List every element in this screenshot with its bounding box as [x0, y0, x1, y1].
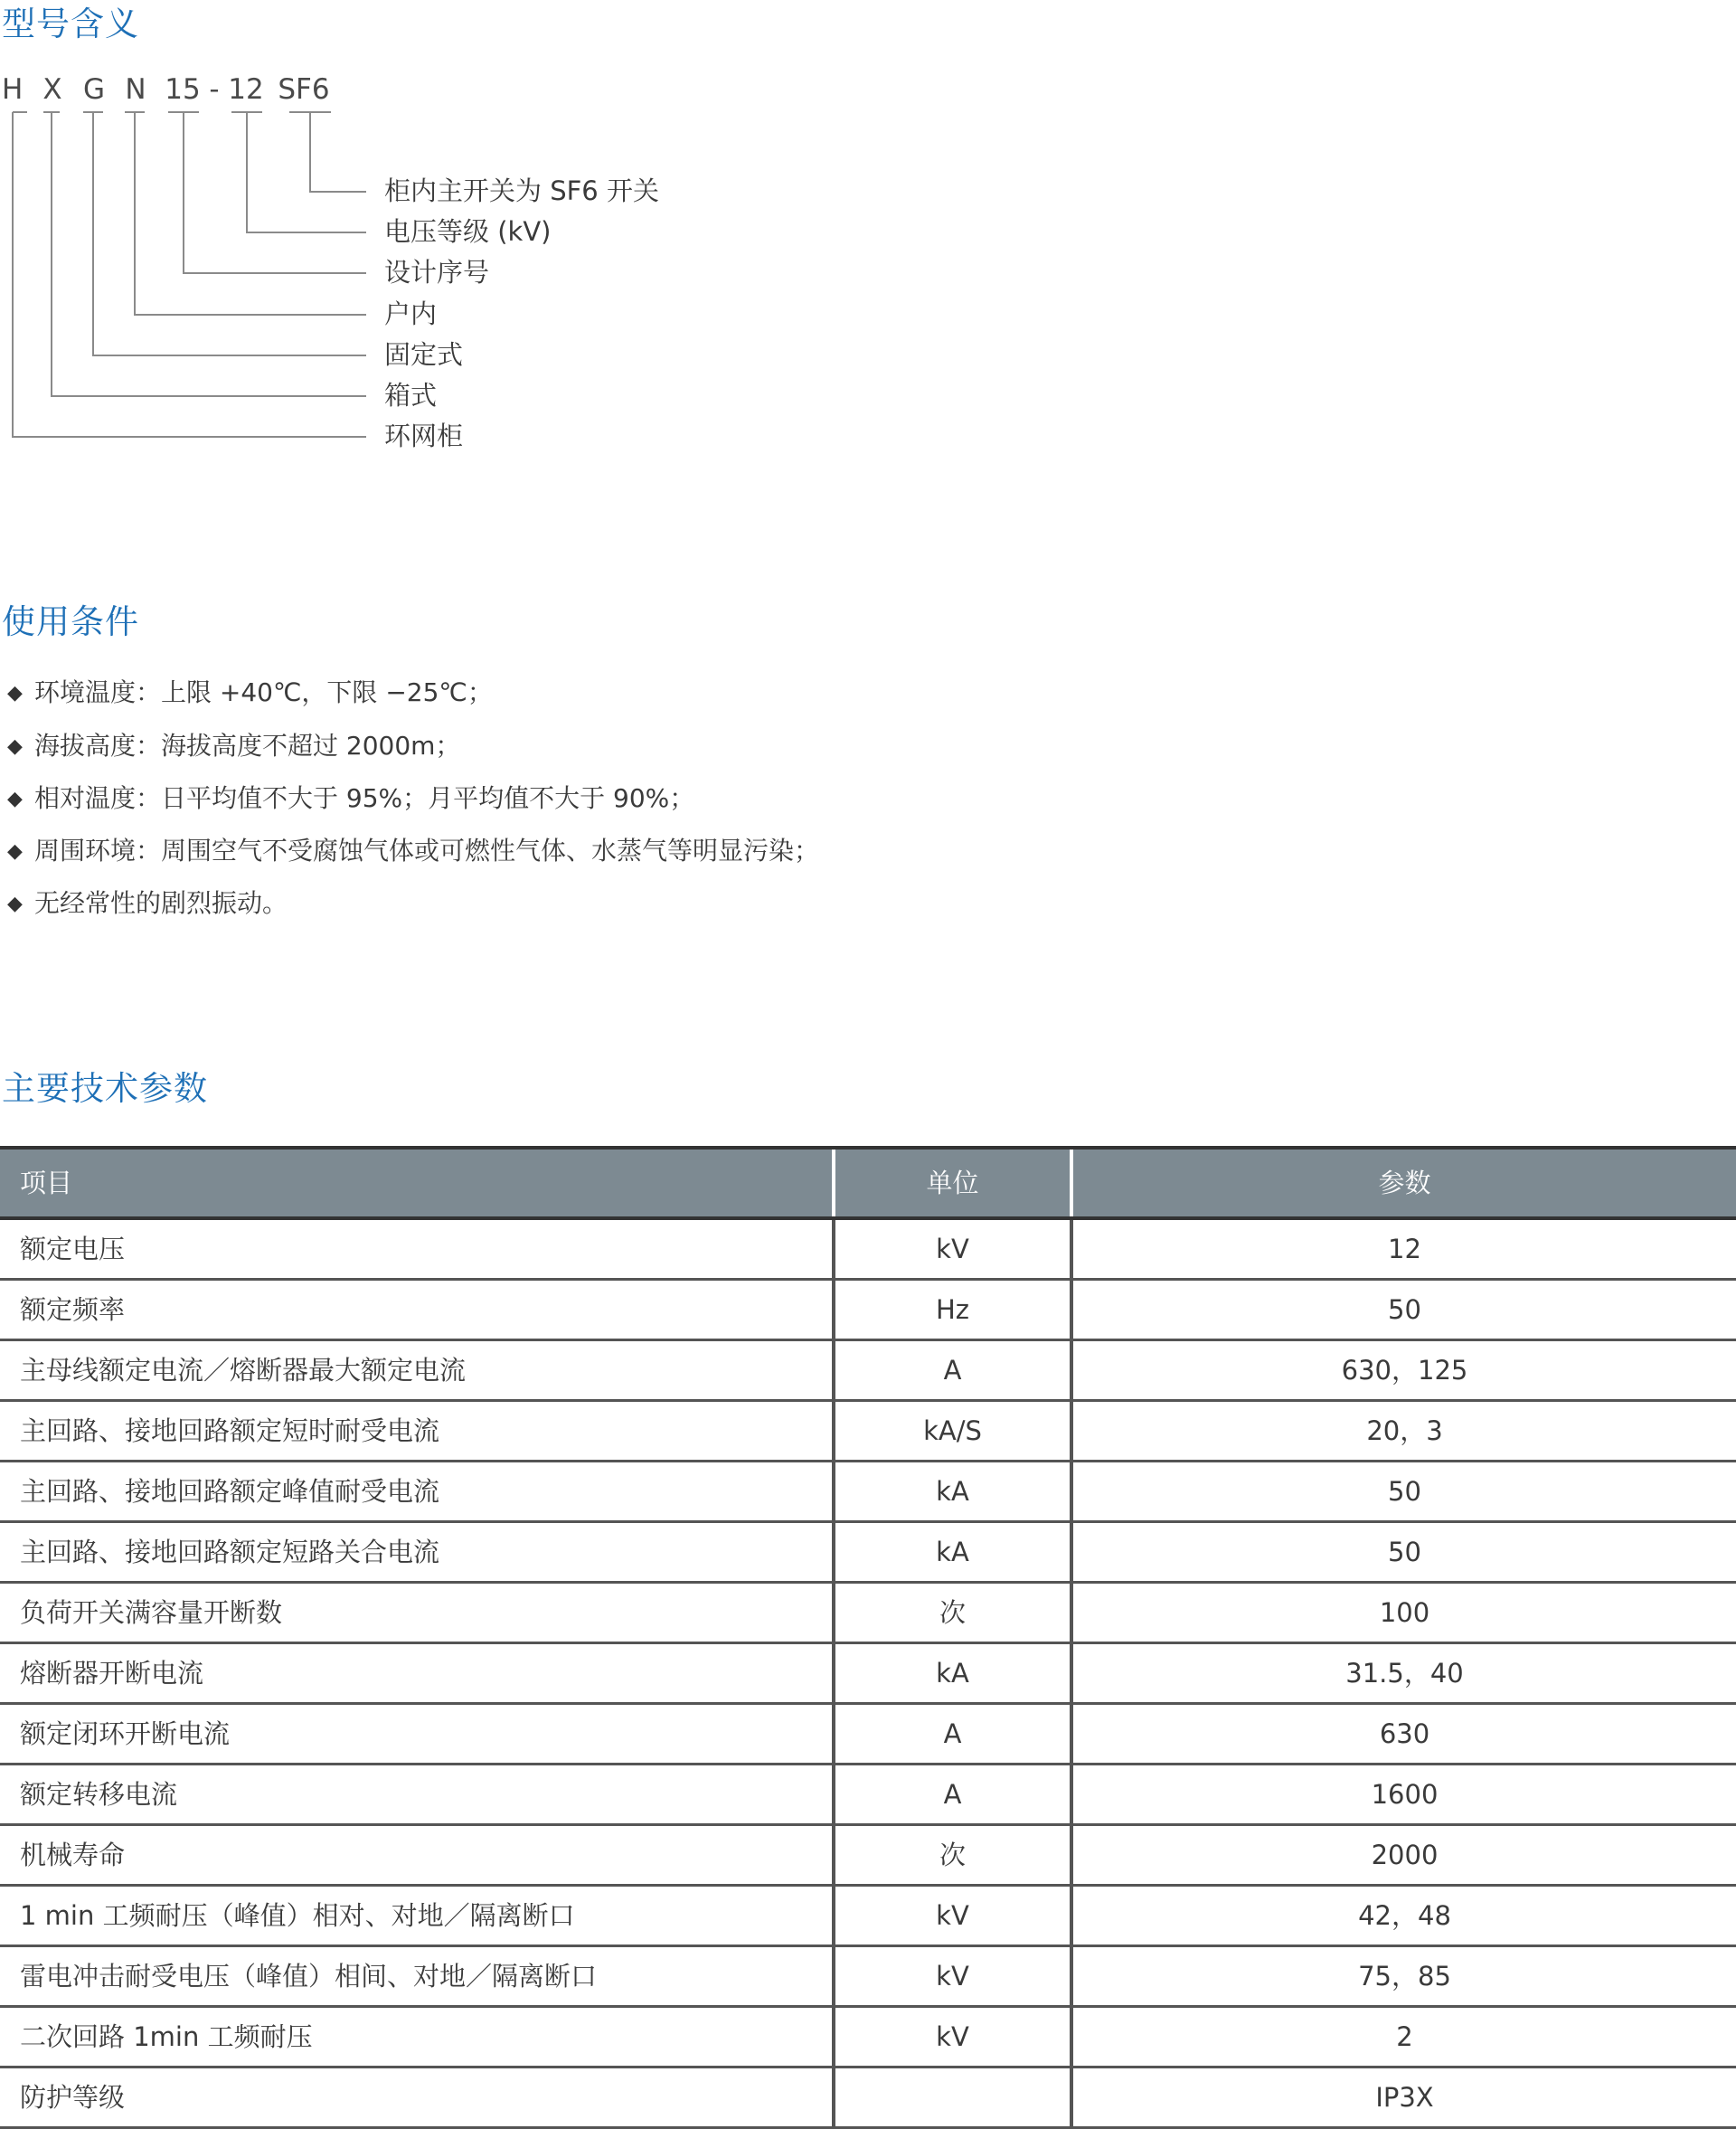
cell-unit: kV	[834, 1886, 1071, 1946]
condition-text: 相对温度：日平均值不大于 95%；月平均值不大于 90%；	[34, 783, 695, 813]
cell-item: 额定电压	[0, 1218, 834, 1280]
cell-item: 主回路、接地回路额定短时耐受电流	[0, 1401, 834, 1462]
parameters-section-title: 主要技术参数	[2, 1069, 208, 1108]
cell-value: 31.5，40	[1071, 1643, 1736, 1704]
cell-unit: A	[834, 1704, 1071, 1765]
code-letter-x: X	[42, 73, 62, 106]
cell-unit: A	[834, 1765, 1071, 1825]
condition-text: 海拔高度：海拔高度不超过 2000m；	[34, 731, 461, 761]
cell-unit: 次	[834, 1825, 1071, 1886]
code-number-15: 15	[165, 73, 201, 106]
condition-text: 环境温度：上限 +40℃，下限 −25℃；	[34, 677, 493, 707]
table-row	[0, 2067, 1736, 2128]
cell-item: 负荷开关满容量开断数	[0, 1583, 834, 1643]
table-row	[0, 1340, 1736, 1401]
cell-item: 主母线额定电流／熔断器最大额定电流	[0, 1340, 834, 1401]
cell-unit: 次	[834, 1583, 1071, 1643]
cell-value: 42，48	[1071, 1886, 1736, 1946]
cell-unit	[834, 2067, 1071, 2128]
table-row	[0, 1522, 1736, 1583]
table-row	[0, 1946, 1736, 2007]
cell-unit: kA	[834, 1643, 1071, 1704]
table-row	[0, 1462, 1736, 1522]
model-leader-lines	[0, 0, 380, 452]
diamond-bullet-icon: ◆	[7, 735, 23, 758]
cell-item: 额定转移电流	[0, 1765, 834, 1825]
cell-item: 主回路、接地回路额定短路关合电流	[0, 1522, 834, 1583]
cell-value: IP3X	[1071, 2067, 1736, 2128]
meaning-voltage-level: 电压等级 (kV)	[384, 216, 552, 247]
cell-value: 50	[1071, 1280, 1736, 1340]
table-row	[0, 1280, 1736, 1340]
diamond-bullet-icon: ◆	[7, 893, 23, 915]
column-header-unit: 单位	[834, 1148, 1071, 1218]
cell-value: 630	[1071, 1704, 1736, 1765]
table-row	[0, 1583, 1736, 1643]
condition-text: 无经常性的剧烈振动。	[34, 888, 288, 918]
leader-line-x	[43, 112, 366, 396]
code-letter-g: G	[83, 73, 106, 106]
cell-unit: kA	[834, 1462, 1071, 1522]
table-row	[0, 1825, 1736, 1886]
diamond-bullet-icon: ◆	[7, 840, 23, 863]
code-letter-h: H	[2, 73, 24, 106]
cell-item: 雷电冲击耐受电压（峰值）相间、对地／隔离断口	[0, 1946, 834, 2007]
cell-value: 50	[1071, 1522, 1736, 1583]
meaning-ring-main-unit: 环网柜	[384, 421, 464, 451]
meaning-main-switch: 柜内主开关为 SF6 开关	[384, 175, 659, 206]
leader-line-sf6	[289, 112, 366, 192]
cell-value: 20，3	[1071, 1401, 1736, 1462]
cell-item: 机械寿命	[0, 1825, 834, 1886]
cell-item: 1 min 工频耐压（峰值）相对、对地／隔离断口	[0, 1886, 834, 1946]
cell-item: 额定闭环开断电流	[0, 1704, 834, 1765]
diamond-bullet-icon: ◆	[7, 682, 23, 705]
leader-line-n	[125, 112, 366, 315]
condition-item	[7, 838, 819, 864]
condition-item	[7, 677, 493, 707]
cell-value: 2	[1071, 2007, 1736, 2067]
cell-unit: kV	[834, 2007, 1071, 2067]
table-row	[0, 1218, 1736, 1280]
table-row	[0, 1765, 1736, 1825]
cell-unit: kA	[834, 1522, 1071, 1583]
condition-text: 周围环境：周围空气不受腐蚀气体或可燃性气体、水蒸气等明显污染；	[34, 836, 820, 866]
table-row	[0, 1704, 1736, 1765]
cell-item: 额定频率	[0, 1280, 834, 1340]
condition-item	[7, 733, 460, 759]
table-row	[0, 1401, 1736, 1462]
leader-line-h	[13, 112, 366, 437]
code-number-12: 12	[228, 73, 264, 106]
cell-item: 防护等级	[0, 2067, 834, 2128]
column-header-item: 项目	[0, 1148, 834, 1218]
cell-unit: Hz	[834, 1280, 1071, 1340]
parameters-table	[0, 1146, 1736, 2129]
code-dash: -	[209, 73, 220, 106]
meaning-box-type: 箱式	[384, 380, 438, 411]
code-sf6: SF6	[278, 73, 330, 106]
table-header-row	[0, 1148, 1736, 1218]
meaning-design-serial: 设计序号	[384, 257, 490, 288]
meaning-indoor: 户内	[384, 298, 438, 329]
cell-item: 主回路、接地回路额定峰值耐受电流	[0, 1462, 834, 1522]
cell-value: 100	[1071, 1583, 1736, 1643]
cell-value: 75，85	[1071, 1946, 1736, 2007]
table-row	[0, 2007, 1736, 2067]
cell-unit: kV	[834, 1946, 1071, 2007]
code-letter-n: N	[125, 73, 146, 106]
table-row	[0, 1643, 1736, 1704]
cell-value: 1600	[1071, 1765, 1736, 1825]
model-section-title: 型号含义	[2, 5, 139, 43]
meaning-fixed: 固定式	[384, 339, 464, 370]
diamond-bullet-icon: ◆	[7, 788, 23, 810]
cell-item: 熔断器开断电流	[0, 1643, 834, 1704]
cell-item: 二次回路 1min 工频耐压	[0, 2007, 834, 2067]
leader-line-12	[231, 112, 366, 232]
leader-line-g	[83, 112, 366, 355]
column-header-value: 参数	[1071, 1148, 1736, 1218]
condition-item	[7, 888, 288, 918]
cell-value: 2000	[1071, 1825, 1736, 1886]
cell-value: 12	[1071, 1218, 1736, 1280]
cell-unit: A	[834, 1340, 1071, 1401]
conditions-section-title: 使用条件	[2, 602, 139, 641]
cell-unit: kA/S	[834, 1401, 1071, 1462]
condition-item	[7, 783, 695, 813]
cell-value: 630，125	[1071, 1340, 1736, 1401]
table-row	[0, 1886, 1736, 1946]
cell-unit: kV	[834, 1218, 1071, 1280]
cell-value: 50	[1071, 1462, 1736, 1522]
